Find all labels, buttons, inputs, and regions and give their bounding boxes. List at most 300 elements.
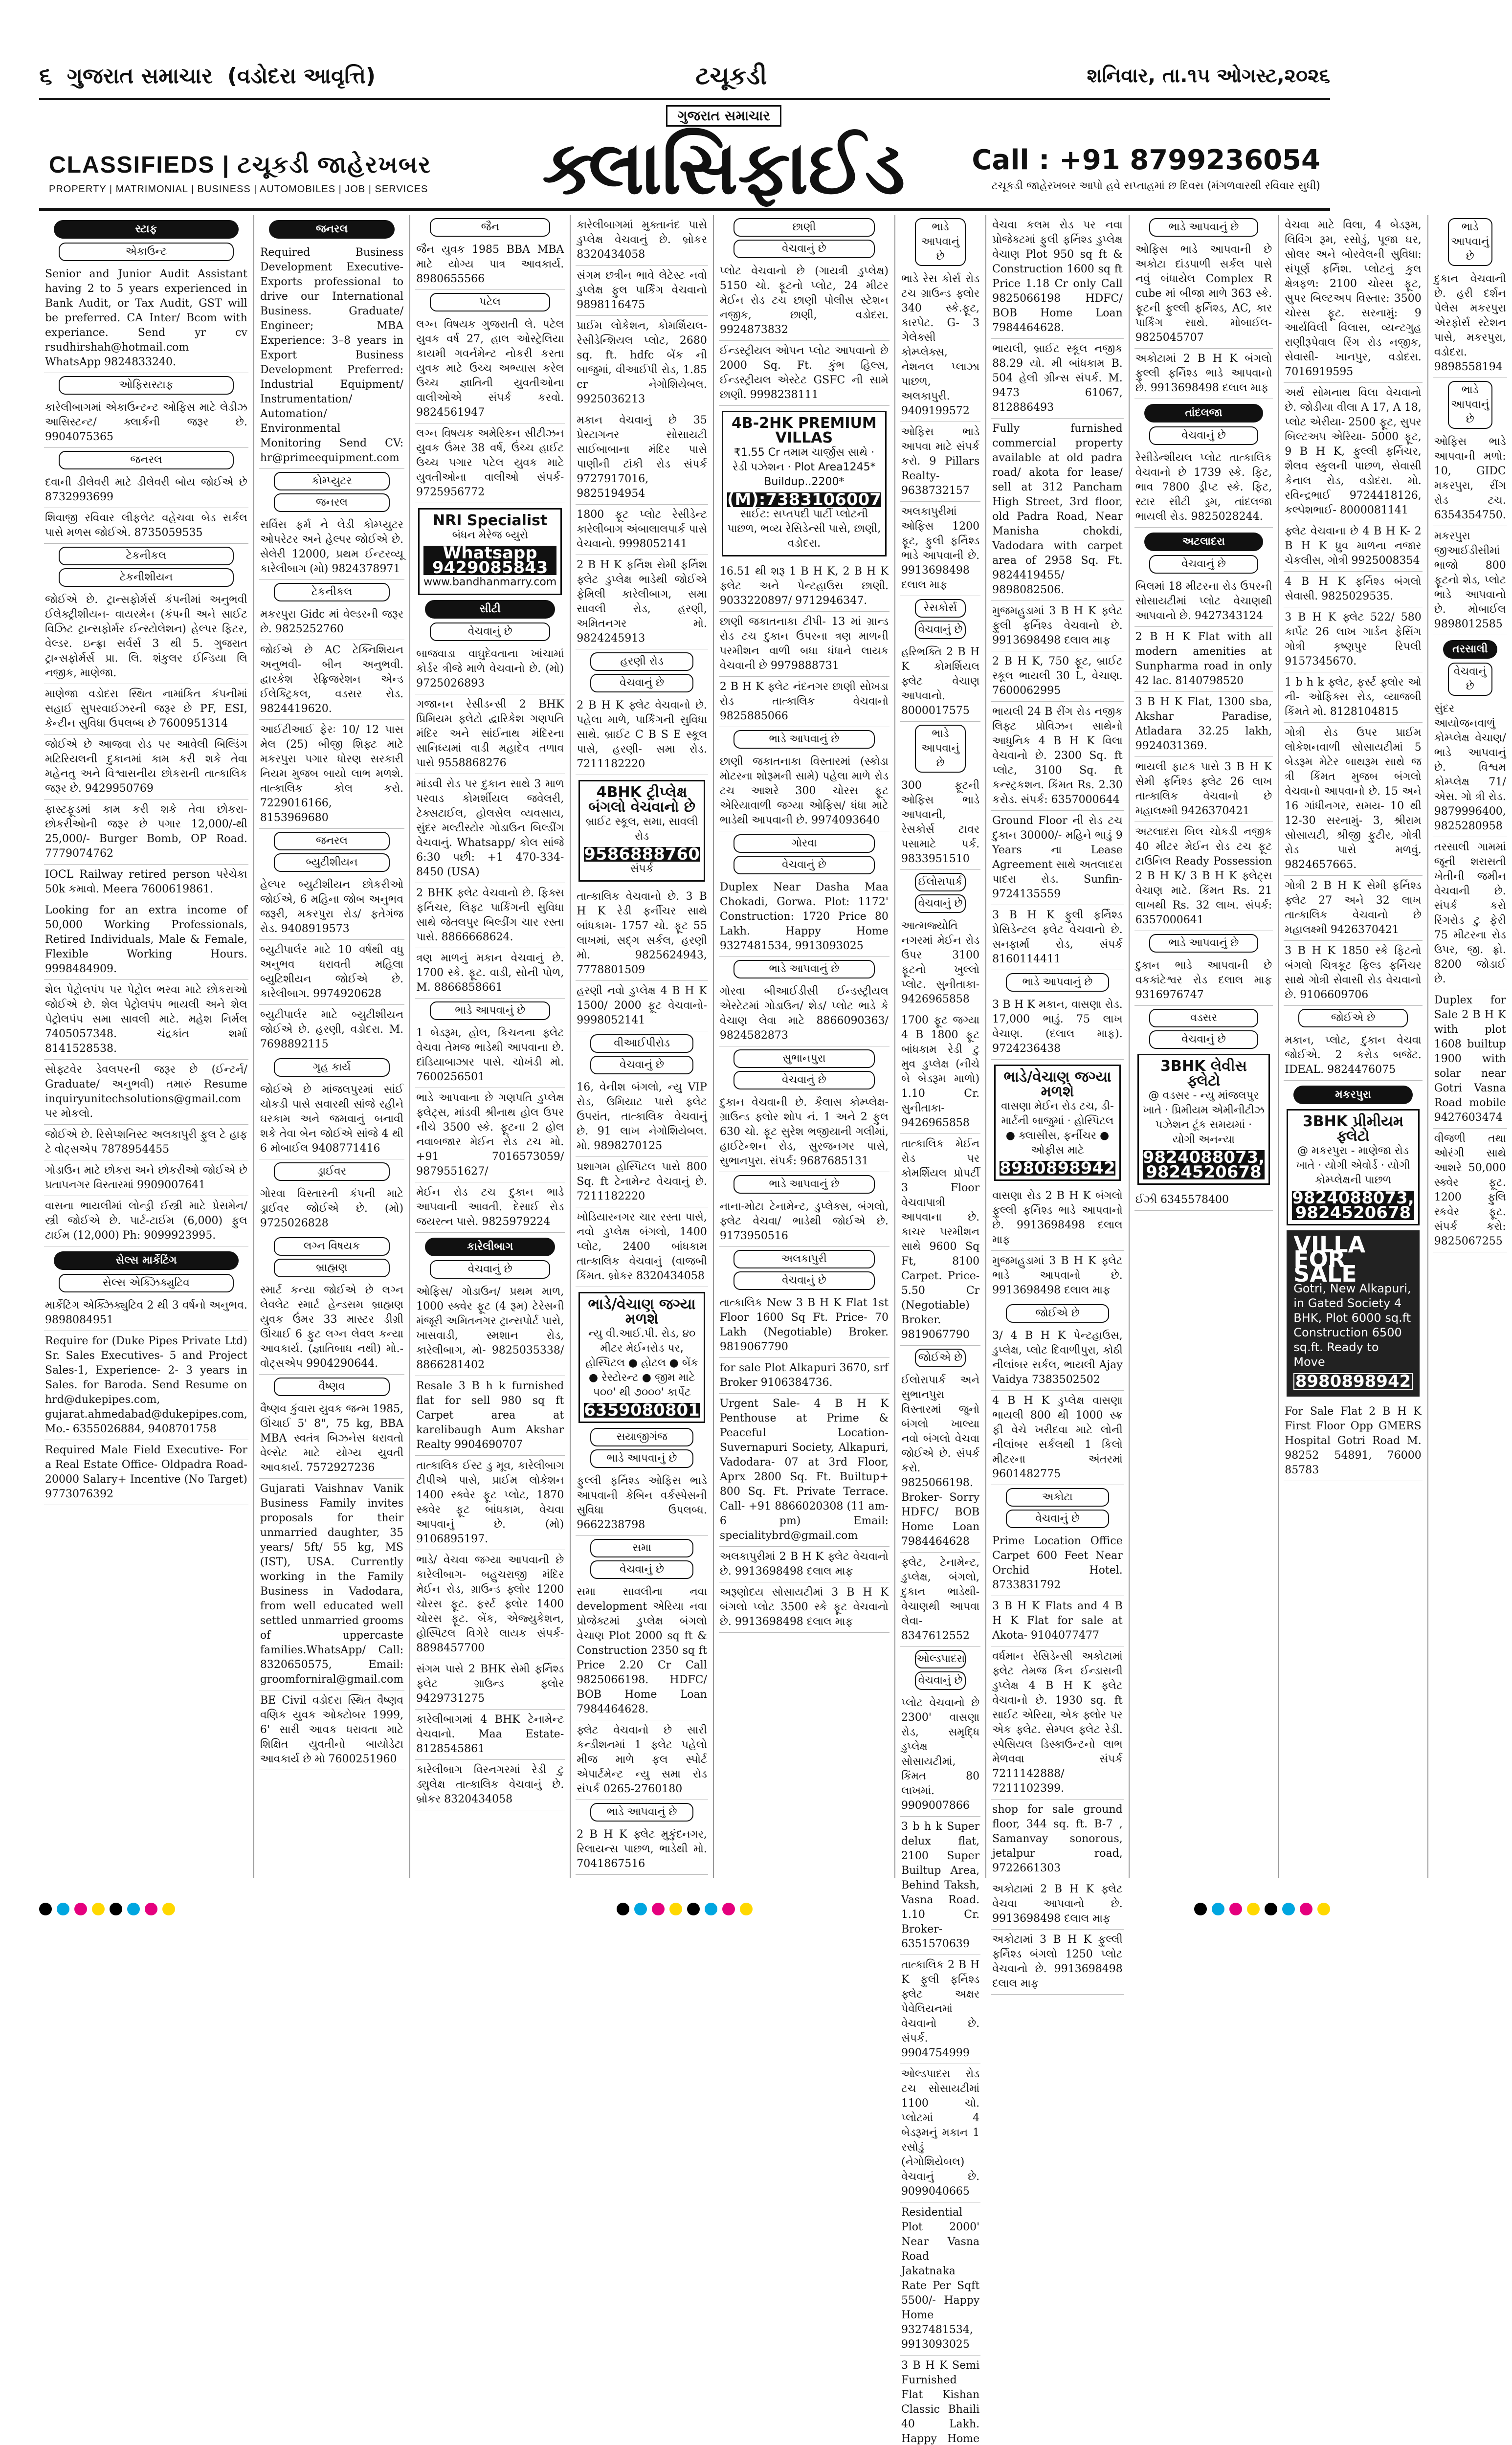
subsection-label: ઓલ્ડપાદરા — [915, 1650, 966, 1668]
classified-ad: અર્થ સોમનાથ વિલા વેચવાનો છે. જોડીયા વીલા A 17, A 18, પ્લોટ એરીયા- 2500 ફૂટ, સુપર બિલ્ટઅપ એરિયા- 5000 ફૂટ, 9 B H K, ફુલ્લી ફર્નિચર, શૈલવ સ્કુલની પાછળ, સેવાસી કેનાલ રોડ, વડોદરા. મો. રવિન્દ્રભાઈ 9724418126, કલ્પેશભાઈ- 8000081141 — [1284, 383, 1423, 521]
classified-ad: હરણી નવો ડુપ્લેક્ષ 4 B H K 1500/ 2000 ફૂટ વેચવાનો- 9998052141 — [576, 981, 708, 1031]
display-ad-details: બ્રાઈટ સ્કૂલ, સમા, સાવલી રોડ — [585, 816, 698, 843]
classified-ad: ઓફિસ ભાડે આપવા માટે સંપર્ક કરો. 9 Pillars Realty- 9638732157 — [900, 422, 980, 502]
classified-ad: ફુલ્લી ફર્નિશ્ડ ઓફિસ ભાડે આપવાની કેબિન વર્કસ્પેસની સુવિધા ઉપલબ્ધ. 9662238798 — [576, 1471, 708, 1536]
registration-dot — [634, 1903, 647, 1915]
classified-ad: ભાયલી, બ્રાઈટ સ્કૂલ નજીક 88.29 યો. મી બાંધકામ B. 504 હેલી ગ્રીન્સ સંપર્ક. M. 9473 61067, 812886493 — [991, 339, 1124, 419]
classified-ad: સ્માર્ટ કન્યા જોઈએ છે લગ્ન લેવલેટ સ્માર્ટ હેન્ડસમ બ્રાહ્મણ યુવક ઉંમર 33 માસ્ટર ડીગ્રી ઊંચાઈ 6 ફુટ લગ્ન લેવલ કન્યા આવકાર્ય. (જ્ઞાતિબાધ નથી) મો.- વોટ્સએપ 9904290644. — [259, 1280, 404, 1375]
classified-ad: મેઈન રોડ ટચ દુકાન ભાડે આપવાની આવતી. દેસાઈ રોડ જયરત્ન પાસે. 9825979224 — [415, 1182, 565, 1233]
registration-dot — [705, 1903, 717, 1915]
classified-ad: ગોત્રી રોડ ઉપર પ્રાઈમ લોકેશનવાળી સોસાયટીમાં 5 બેડરૂમ મેટેર બાથરૂમ સાથે જ ત્રી કિંમત મુજબ બંગલો વેચવાનો આપવાનો છે. 15 અને 16 ગાંધીનગર, સમય- 10 થી 12-30 સરનામું- 3, શ્રીરામ સોસાયટી, શ્રીજી ફુટીર, ગોત્રી રોડ પાસે મળવું. 9824657665. — [1284, 723, 1423, 876]
classified-ad: હરિભક્તિ 2 B H K કોમર્શિયલ ફ્લેટ વેચાણ આપવાનો. 8000017575 — [900, 642, 980, 722]
classified-ad: ઓફિસ/ ગોડાઉન/ પ્રથમ માળ, 1000 સ્ક્વેર ફૂટ (4 રૂમ) ટેરેસની મંજૂરી અમિતનગર ટ્રાન્સપોર્ટ પાસે, ખાસવાડી, સ્મશાન રોડ, કારેલીબાગ, મો- 9825035338/ 8866281402 — [415, 1282, 565, 1376]
subsection-label: હરણી રોડ — [590, 652, 693, 671]
subsection-label: ભાડે આપવાનું છે — [915, 218, 966, 266]
display-ad-phone: 6359080801 — [584, 1400, 700, 1420]
villa-ad-details: Gotri, New Alkapuri, in Gated Society 4 BHK, Plot 6000 sq.ft Construction 6500 sq.ft. Ready to Move — [1293, 1282, 1411, 1369]
classified-ad: 3 B H K ફુલી ફર્નિશ્ડ પ્રેસિડેન્ટલ ફ્લેટ વેચવાનો છે. સનફાર્મા રોડ, સંપર્ક 8160114411 — [991, 905, 1124, 970]
classified-ad: ભાડે આપવાના છે ગણપતિ ડુપ્લેક્ષ ફ્લેટ્સ, માંડવી શ્રીનાથ હોલ ઉપર નીચે 3500 સ્કે. ફૂટના 2 હોલ નવાબજાર મેઈન રોડ ટચ મો. +91 7016573059/ 9879551627/ — [415, 1088, 565, 1182]
classified-ad: વાસણા રોડ 2 B H K બંગલો ફુલ્લી ફર્નિશ્ડ ભાડે આપવાનો છે. 9913698498 દલાલ માફ — [991, 1186, 1124, 1251]
classified-ad: તાત્કાલિક 2 B H K ફુલી ફર્નિશ્ડ ફ્લેટ અક્ષર પેવેલિયનમાં વેચવાનો છે. સંપર્ક. 9904754999 — [900, 1955, 980, 2064]
classified-ad: ગોરવા બીઆઈડીસી ઈન્ડસ્ટ્રીયલ એસ્ટેટમાં ગોડાઉન/ શેડ/ પ્લોટ ભાડે કે વેચાણ લેવા માટે 8866090363/ 9824582873 — [719, 981, 889, 1046]
subsection-label: વેચવાનું છે — [734, 240, 875, 258]
classified-ad: મકરપુરા જીઆઈડીસીમાં ભાજો 800 ફૂટનો શેડ, પ્લોટ ભાડે આપવાનો છે. મોબાઈલ 9898012585 — [1433, 526, 1507, 635]
subsection-label: વેચવાનું છે — [590, 1056, 693, 1074]
registration-dot — [1229, 1903, 1242, 1915]
subsection-label: વૈષ્ણવ — [274, 1378, 390, 1396]
classified-ad: તાત્કાલિક New 3 B H K Flat 1st Floor 1600 Sq Ft. Price- 70 Lakh (Negotiable) Broker. 9819067790 — [719, 1293, 889, 1358]
classified-ad: વર્ધમાન રેસિડેન્સી અકોટામાં ફ્લેટ તેમજ કિન ઈન્ડાસની ડુપ્લેક્ષ 4 B H K ફ્લેટ વેચવાનો છે. 1930 sq. ft સાઈટ એરિયા, એક ફ્લોર પર એક ફ્લેટ. સેમ્પલ ફ્લેટ રેડી. સ્પેસિયલ ડિસ્કાઉન્ટનો લાભ મેળવવા સંપર્ક 7211142888/ 7211102399. — [991, 1646, 1124, 1800]
ad-column — [571, 215, 714, 1878]
section-heading: અટલાદરા — [1144, 533, 1264, 551]
classified-ad: IOCL Railway retired person પરેચેકા 50k કમાવો. Meera 7600619861. — [44, 865, 248, 900]
display-ad-title: ભાડે/વેચાણ જગ્યા મળશે — [588, 1296, 696, 1328]
subsection-label: ભાડે આપવાનું છે — [430, 1001, 550, 1020]
subsection-label: વેચવાનું છે — [915, 1671, 966, 1690]
classified-ad: અકોટામાં 2 B H K બંગલો ફુલ્લી ફર્નિશ્ડ ભાડે આપવાનો છે. 9913698498 દલાલ માફ — [1134, 349, 1273, 399]
subsection-label: પટેલ — [430, 293, 550, 311]
display-ad-box — [994, 1065, 1121, 1181]
classified-ad: ત્રણ માળનું મકાન વેચવાનું છે. 1700 સ્કે. ફૂટ. વાડી, સોની પોળ, M. 8866858661 — [415, 948, 565, 999]
display-ad-box — [578, 1292, 705, 1423]
subsection-label: સયાજીગંજ — [590, 1428, 693, 1446]
subsection-label: લગ્ન વિષયક — [274, 1237, 390, 1256]
classified-ad: 3 B H K ફ્લેટ 522/ 580 કાર્પેટ 26 લાખ ગાર્ડન ફેસિંગ ગોત્રી કૃષ્ણપુર રિપલી 9157345670. — [1284, 607, 1423, 672]
classified-ad: અરૂણોદય સોસાયટીમાં 3 B H K બંગલો પ્લોટ 3500 સ્કે ફૂટ વેચવાનો છે. 9913698498 દલાલ માફ — [719, 1582, 889, 1633]
classified-ad: અલકાપુરીમાં 2 B H K ફ્લેટ વેચવાનો છે. 9913698498 દલાલ માફ — [719, 1547, 889, 1582]
display-ad-details: @ મકરપુરા - માણેજા રોડ ખાતે · યોગી એવોર્ડ · યોગી કોમ્પ્લેક્ષની પાછળ — [1296, 1145, 1410, 1186]
subsection-label: ટેકનીકલ — [59, 547, 234, 565]
registration-dot — [617, 1903, 629, 1915]
subsection-label: ગૃહ કાર્ય — [274, 1058, 390, 1077]
classified-ad: 2 B H K, 750 ફૂટ, બ્રાઈટ સ્કૂલ ભાયલી 30 L, વેચાણ. 7600062995 — [991, 651, 1124, 702]
registration-dot — [110, 1903, 122, 1915]
classified-ad: Prime Location Office Carpet 600 Feet Near Orchid Hotel. 8733831792 — [991, 1531, 1124, 1596]
classified-ad: ખોડિયારનગર ચાર રસ્તા પાસે, નવો ડુપ્લેક્ષ બંગલો, 1400 પ્લોટ, 2400 બાંધકામ તાત્કાલિક વેચવાનું (વાજબી કિંમત. બ્રોકર 8320434058 — [576, 1207, 708, 1287]
registration-dot — [652, 1903, 665, 1915]
classified-ad: ઓફિસ ભાડે આપવાની મળો: 10, GIDC મકરપુરા, રીંગ રોડ ટચ. 6354354750. — [1433, 432, 1507, 526]
display-ad-details: @ વડસર - ન્યુ માંજલપુર ખાતે · પ્રિમીયમ એમીનીટીઝ પઝેશન ટૂંક સમયમાં · યોગી અનન્યા — [1143, 1089, 1265, 1146]
registration-dot — [162, 1903, 175, 1915]
registration-dot — [1247, 1903, 1260, 1915]
classified-ad: અકોટામાં 2 B H K ફ્લેટ વેચવા આપવાનો છે. 9913698498 દલાલ માફ — [991, 1879, 1124, 1930]
classified-ad: પ્રાઈમ લોકેશન, કોમર્શિયલ- રેસીડેન્શિયલ પ્લોટ, 2680 sq. ft. hdfc બેંક ની બાજુમાં, વીઆઈપી રોડ, 1.85 cr નેગોશિયેબલ. 9925036213 — [576, 316, 708, 410]
display-ad-details: વાસણા મેઈન રોડ ટચ, ડી-માર્ટની બાજુમાં · હોસ્પિટલ ● ક્લાસીસ, ફર્નીચર ● ઓફીસ માટે — [1001, 1100, 1114, 1156]
display-ad-box — [578, 780, 705, 882]
subsection-label: વેચવાનું છે — [734, 1271, 875, 1290]
classified-ad: Senior and Junior Audit Assistant having 2 to 5 years experienced in Bank Audit, or Tax Audit, GST will be preferred. CA Inter/ Bcom with experiance. Send yr cv rsudhirshah@hotmail.com WhatsApp 9824833240. — [44, 264, 248, 373]
classifieds-title: ક્લાસિફાઈડ — [542, 126, 906, 211]
registration-dot — [39, 1903, 52, 1915]
section-heading: સીટી — [425, 600, 555, 619]
registration-dots-left — [39, 1903, 175, 1915]
ad-column — [986, 215, 1130, 1990]
classified-ad: 300 ફૂટની ઓફિસ ભાડે આપવાની, રેસકોર્સ ટાવર પસામાટે પર્ક. 9833951510 — [900, 776, 980, 870]
classified-ad: 2 B H K ફ્લેટ મુકુંદનગર, રિલાયન્સ પાછળ, ભાડેથી મો. 7041867516 — [576, 1824, 708, 1875]
classified-ad: મકાન વેચવાનું છે 35 પ્રેસ્ટાગનર સોસાયટી સાઈબાબાના મંદિર પાસે પાણીની ટાંકી રોડ સંપર્ક 9727917016, 9825194954 — [576, 410, 708, 505]
classified-ad: કારેલીબાગ વિરનગરમાં રેડી ટુ ડ્યુલેક્ષ તાત્કાલિક વેચવાનું છે. બ્રોકર 8320434058 — [415, 1760, 565, 1810]
section-heading: જનરલ — [269, 220, 395, 239]
subsection-label: જનરલ — [274, 493, 390, 512]
header-left — [39, 62, 376, 90]
subsection-label: રેસકોર્સ — [915, 599, 966, 618]
classified-ad: છાણી જકાતનાકા વિસ્તારમાં (સ્કોડા મોટરના શોરૂમની સામે) પહેલા માળે રોડ ટચ આશરે 300 ચોરસ ફૂટ એરિયાવાળી જગ્યા ઓફિસ/ ધંધા માટે ભાડેથી આપવાની છે. 9974093640 — [719, 752, 889, 831]
classified-ad: મુજમહુડામાં 3 B H K ફ્લેટ ભાડે આપવાનો છે. 9913698498 દલાલ માફ — [991, 1251, 1124, 1301]
subsection-label: ભાડે આપવાનું છે — [1149, 934, 1259, 953]
classified-ad: પ્રશાગમ હોસ્પિટલ પાસે 800 Sq. ft ટેનામેન્ટ વેચવાનું છે. 7211182220 — [576, 1157, 708, 1207]
classified-ad: ગોરવા વિસ્તારની કંપની માટે ડ્રાઈવર જોઈએ છે. (મો) 9725026828 — [259, 1184, 404, 1234]
subsection-label: જોઈએ છે — [915, 1349, 966, 1367]
classified-ad: સોફ્ટવેર ડેવલપરની જરૂર છે (ઈન્ટર્ન/ Graduate/ અનુભવી) તમારું Resume inquiryunitechsolutions@gmail.com પર મોકલો. — [44, 1060, 248, 1125]
classified-ad: દુકાન વેચવાની છે. હરી દર્શન પેલેસ મકરપુરા એરફોર્સ સ્ટેશન પાસે, મકરપુરા, વડોદરા. 9898558194 — [1433, 269, 1507, 378]
classified-ad: 3 b h k Super delux flat, 2100 Super Builtup Area, Behind Taksh, Vasna Road. 1.10 Cr. Broker- 6351570639 — [900, 1817, 980, 1955]
classified-ad: સુંદર આયોજનવાળું કોમ્પ્લેક્ષ વેચાણ/ ભાડે આપવાનું છે. વિશ્વમ કોમ્પ્લેક્ષ 71/ એસ. ગો ત્રી રોડ. 9879996400, 9825280958 — [1433, 699, 1507, 837]
subsection-label: જનરલ — [274, 832, 390, 850]
classified-ad: 3 B H K 1850 સ્કે ફિટનો બંગલો ચિત્રકૂટ ફિલ્ડ ફર્નિચર સાથે ગોત્રી સેવાસી રોડ વેચવાનો છે. 9106609706 — [1284, 941, 1423, 1006]
subsection-label: વેચવાનું છે — [430, 622, 550, 641]
display-ad-box — [1287, 1109, 1420, 1225]
registration-dot — [127, 1903, 140, 1915]
display-ad-extra: સંપર્ક — [630, 863, 654, 875]
classified-ad: ગજાનન રેસીડન્સી 2 BHK પ્રિમિયમ ફ્લેટો દ્વારિકેશ ગણપતિ મંદિર અને સાંઈનાથ મંદિરના સાનિધ્યમાં વાડી મહાદેવ તળાવ પાસે 9558868276 — [415, 694, 565, 774]
classified-ad: માંડવી રોડ પર દુકાન સાથે 3 માળ પરવાડ કોમર્શીયલ જવેલરી, ટેક્સટાઈલ, હોલસેલ વ્યવસાય, સુંદર મલ્ટીસ્ટોર ગોડાઉન બિલ્ડીંગ વેચવાનું. Whatsapp/ કોલ સાંજે 6:30 પછી: +1 470-334-8450 (USA) — [415, 774, 565, 883]
classified-ad: વાસના ભાયલીમાં લોન્ડ્રી ઈસ્ત્રી માટે પ્રેસમેન/ સ્ત્રી જોઈએ છે. પાર્ટ-ટાઈમ (6,000) ફુલ ટાઈમ (12,000) Ph: 9099923995. — [44, 1196, 248, 1246]
classified-ad: ફ્લેટ, ટેનામેન્ટ, ડુપ્લેક્ષ, બંગલો, દુકાન ભાડેથી- વેચાણથી આપવા લેવા- 8347612552 — [900, 1553, 980, 1647]
classified-ad: દવાની ડીલેવરી માટે ડીલેવરી બોય જોઈએ છે 8732993699 — [44, 472, 248, 508]
color-registration-strip — [39, 1899, 1330, 1919]
section-title: ટચૂકડી — [695, 61, 767, 90]
subsection-label: છાણી — [734, 218, 875, 237]
classified-ad: શેલ પેટ્રોલપંપ પર પેટ્રોલ ભરવા માટે છોકરાઓ જોઈએ છે. શેલ પેટ્રોલપંપ ભાયલી અને શેલ પેટ્રોલપંપ સમા સાવલી માટે. મહેશ નિર્મલ 7405057348. ચંદ્રકાંત શર્મા 8141528538. — [44, 980, 248, 1060]
display-ad-details: ન્યુ વી.આઈ.પી. રોડ, ૪૦ મીટર મેઈનરોડ પર, હોસ્પિટલ ● હોટલ ● બેંક ● રેસ્ટોરન્ટ ● જીમ માટે ૫૦૦' થી ૭૦૦૦' કાર્પેટ — [585, 1328, 698, 1399]
classified-ad: Ground Floor ની રોડ ટચ દુકાન 30000/- મહિને ભાડું 9 Years ના Lease Agreement સાથે અતલાદરા પાદરા રોડ. Sunfin- 9724135559 — [991, 811, 1124, 905]
page-header — [39, 54, 1330, 100]
classified-ad: કારેલીબાગમાં મુક્તાનંદ પાસે ડુપ્લેક્ષ વેચવાનું છે. બ્રોકર 8320434058 — [576, 215, 708, 266]
subsection-label: વેચવાનું છે — [915, 894, 966, 913]
classified-ad: 4 B H K ડુપ્લેક્ષ વાસણા ભાયલી 800 થી 1000 સ્ક્ર ફી વેચે ખરીદવા માટે લોની નીલાંબર સર્કલથી 1 કિલો મીટરના અંતરમાં 9601482775 — [991, 1391, 1124, 1485]
classified-ad: વીજળી તથા ઓરંગી સાથે આશરે 50,000 સ્ક્વેર ફૂટ. 1200 ફુલિ સ્કવેર ફૂટ. સંપર્ક કરો: 9825067255 — [1433, 1129, 1507, 1252]
registration-dot — [740, 1903, 753, 1915]
registration-dot — [1265, 1903, 1277, 1915]
registration-dot — [1282, 1903, 1295, 1915]
classified-ad: અકોટામાં 3 B H K ફુલ્લી ફર્નિશ્ડ બંગલો 1250 પ્લોટ વેચવાનો છે. 9913698498 દલાલ માફ — [991, 1930, 1124, 1995]
display-ad-title: 4B-2HK PREMIUM VILLAS — [732, 415, 877, 446]
subsection-label: ગોરવા — [734, 834, 875, 853]
classified-ad: દુકાન ભાડે આપવાની છે વકકાંટેશ્વર રોડ દલાલ માફ 9316976747 — [1134, 956, 1273, 1006]
section-heading: કારેલીબાગ — [425, 1238, 555, 1256]
classified-ad: ભાડે રેસ કોર્સ રોડ ટચ ગ્રાઉન્ડ ફ્લોર 340 સ્કે.ફૂટ, કારપેટ. G- 3 ગેલેક્સી કોમ્પ્લેક્સ, નેશનલ પ્લાઝા પાછળ, અલકાપુરી. 9409199572 — [900, 269, 980, 422]
subsection-label: ભાડે આપવાનું છે — [734, 1175, 875, 1194]
section-heading: સેલ્સ માર્કેટિંગ — [54, 1251, 239, 1270]
classified-ad: જોઈએ છે AC ટેક્નિશિયન અનુભવી- બીન અનુભવી. દ્વારકેશ રેફ્રિજરેશન એન્ડ ઈલેક્ટ્રિકલ, વડસર રોડ. 9824419620. — [259, 640, 404, 720]
classified-ad: તાત્કાલિક વેચવાનો છે. 3 B H K રેડી ફર્નીચર સાથે બાંધકામ- 1757 ચો. ફૂટ 55 લાખમાં, સદ્ગ સર્કલ, હરણી મો. 9825624943, 7778801509 — [576, 887, 708, 981]
display-ad-extra: સાઈટ: સપ્તપદી પાર્ટી પ્લોટની પાછળ, ભવ્ય રેસિડેન્સી પાસે, છાણી, વડોદરા. — [727, 508, 881, 550]
subsection-label: બ્રાહ્મણ — [274, 1259, 390, 1277]
section-heading: તાંદલજા — [1144, 404, 1264, 422]
classified-ad: વેચવા માટે વિલા, 4 બેડરૂમ, લિવિંગ રૂમ, રસોડું, પૂજા ઘર, સોલર અને બોરવેલની સુવિધા: સંપૂર્ણ ફર્નિશ. પ્લોટનું કુલ ક્ષેત્રફળ: 2100 ચોરસ ફૂટ, સુપર બિલ્ટઅપ વિસ્તાર: 3500 ચોરસ ફૂટ. સરનામું: 9 આર્યવિલી વિલાસ, વ્યન્ટગુહ રાણીરૂપેવાલ રિંગ રોડ નજીક, સેવાસી- ખાનપુર, વડોદરા. 7016919595 — [1284, 215, 1423, 383]
registration-dots-center — [617, 1903, 753, 1915]
edition-label: (વડોદરા આવૃત્તિ) — [227, 63, 376, 89]
classified-ad: તરસાલી ગામમાં જૂની શરાસતી ખેતીની જમીન વેચવાની છે. સંપર્ક કરો રિંગરોડ ટુ ફેરી 75 મીટરના રોડ ઉપર, જી. ફ્રો. 8200 જોડાઈ છે. — [1433, 837, 1507, 990]
display-ad-title: 4BHK ટ્રીપ્લેક્ષ બંગલો વેચવાનો છે — [588, 784, 695, 816]
classified-ad: તાત્કાલિક મેઈન રોડ પર કોમર્શિયલ પ્રોપર્ટી 3 Floor વેચવાપાત્રી આપવાના છે. કાચર પરમીશન સાથે 9600 Sq Ft, 8100 Carpet. Price- 5.50 Cr (Negotiable) Broker. 9819067790 — [900, 1134, 980, 1346]
classified-ad: જોઈએ છે. ટ્રાન્સફોર્મર્સ કંપનીમાં અનુભવી ઈલેક્ટ્રીશીયન- વાયરમેન (કંપની અને સાઈટ વિઝિટ ટ્રાન્સફોર્મર ઈન્સ્ટોલેશન) હેલ્પર ફિટર, વેલ્ડર. ઇન્ફ્રા સર્વર્સ 3 થી 5. ગુજરાત ટ્રાન્સફોર્મર્સ પ્રા. લિ. શંકુલર ઈન્ડિયા લિ નજીક, માણેજા. — [44, 590, 248, 684]
classified-ad: ગોડાઉન માટે છોકરા અને છોકરીઓ જોઈએ છે પ્રતાપનગર વિસ્તારમાં 9909007641 — [44, 1160, 248, 1196]
classified-ad: આઈટીઆઈ ફેરઃ 10/ 12 પાસ મેલ (25) બીજી શિફ્ટ માટે મકરપુરા પગાર ધોરણ સરકારી નિયમ મુજબ બાયો લાભ મળશે. તાત્કાલિક કોલ કરો. 7229016166, 8153969680 — [259, 720, 404, 829]
display-ad-phone: Whatsapp 9429085843 — [423, 546, 556, 575]
classified-ad: છાણી જકાતનાકા ટીપી- 13 માં ગ્રાન્ડ રોડ ટચ દુકાન ઉપરના ત્રણ માળની પરમીશન વાળી બધા ધંધાને લાયક વેચવાની છે 9979888731 — [719, 612, 889, 677]
classified-ad: બ્યુટીપાર્લર માટે બ્યુટીશીયન જોઈએ છે. હરણી, વડોદરા. M. 7698892115 — [259, 1005, 404, 1055]
classified-ad: તાત્કાલિક ઈસ્ટ ડુ મૂવ, કારેલીબાગ ટીપીએ પાસે, પ્રાઈમ લોકેશન 1400 સ્ક્વેર ફૂટ પ્લોટ, 1870 સ્ક્વેર ફૂટ બાંધકામ, વેચવા આપવાનું છે. (મો) 9106895197. — [415, 1456, 565, 1550]
page-number: ૬ — [39, 62, 52, 89]
subsection-label: અકોટા — [1006, 1488, 1109, 1507]
subsection-label: સેલ્સ એક્ઝિક્યુટિવ — [59, 1274, 234, 1292]
newspaper-name: ગુજરાત સમાચાર — [67, 63, 213, 89]
classified-ad: શિવાજી રવિવાર લીફલેટ વહેચવા બેડ સર્કલ પાસે મળસ જોઈએ. 8735059535 — [44, 508, 248, 544]
subsection-label: ભાડે આપવાનું છે — [1006, 973, 1109, 992]
subsection-label: બ્યુટીશીયન — [274, 853, 390, 872]
classified-ad: અટલાદરા બિલ ચોકડી નજીક 40 મીટર મેઈન રોડ ટચ ફૂટ ટાઉનિલ Ready Possession 2 B H K/ 3 B H K ફ્લેટ્સ વેચાણ માટે. કિંમત Rs. 21 લાખથી Rs. 32 લાખ. સંપર્ક: 6357000641 — [1134, 822, 1273, 931]
classified-ad: પ્લોટ વેચવાનો છે (ગાયત્રી ડુપ્લેક્ષ) 5150 ચો. ફૂટનો પ્લોટ, 24 મીટર મેઈન રોડ ટચ છાણી પોલીસ સ્ટેશન નજીક, છાણી, વડોદરા. 9924873832 — [719, 261, 889, 341]
villa-sale-ad — [1287, 1230, 1420, 1397]
registration-dot — [145, 1903, 157, 1915]
display-ad-box — [418, 508, 562, 595]
classified-ad: Require for (Duke Pipes Private Ltd) Sr. Sales Executives- 5 and Project Sales-1, Experience- 2- 3 years in Sales. for Baroda. Send Resume on hrd@dukepipes.com, gujarat.ahmedabad@dukepipes.com, Mo.- 6355026884, 9408701758 — [44, 1331, 248, 1440]
subsection-label: વેચવાનું છે — [1149, 426, 1259, 445]
classified-ad: બ્યુટીપાર્લર માટે 10 વર્ષથી વધુ અનુભવ ધરાવતી મહિલા બ્યુટિશીયન જોઈએ છે. કારેલીબાગ. 9974920628 — [259, 940, 404, 1005]
subsection-label: જોઈએ છે — [1006, 1304, 1109, 1323]
display-ad-title: 3BHK લેવીસ ફ્લેટો — [1160, 1058, 1247, 1089]
classified-ad: Residential Plot 2000' Near Vasna Road Jakatnaka Rate Per Sqft 5500/- Happy Home 9327481534, 9913093025 — [900, 2202, 980, 2356]
classified-ad: 3 B H K Semi Furnished Flat Kishan Classic Bhaili 40 Lakh. Happy Home — [900, 2356, 980, 2445]
display-ad-phone: 8980898942 — [1000, 1158, 1115, 1178]
classified-ad: સર્વિસ ફર્મ ને લેડી કોમ્પ્યુટર ઓપરેટર અને હેલ્પર જોઈએ છે. સેલેરી 12000, પ્રથમ ઈન્ટરવ્યૂ કારેલીબાગ (મો) 9824378971 — [259, 515, 404, 580]
call-number: Call : +91 8799236054 — [972, 144, 1320, 176]
subsection-label: સમા — [590, 1539, 693, 1557]
subsection-label: જનરલ — [59, 451, 234, 469]
subsection-label: ભાડે આપવાનું છે — [1149, 218, 1259, 237]
subsection-label: ભાડે આપવાનું છે — [590, 1803, 693, 1822]
masthead-left — [49, 152, 431, 195]
classified-ad: મુજમહુડામાં 3 B H K ફ્લેટ ફુલી ફર્નિશ્ડ વેચવાનો છે. 9913698498 દલાલ માફ — [991, 601, 1124, 651]
classified-ad: 1 બેડરૂમ, હોલ, કિચનના ફ્લેટ વેચવા તેમજ ભાડેથી આપવાના છે. દાંડિયાબાઝાર પાસે. ચોખંડી મો. 7600256501 — [415, 1023, 565, 1088]
masthead-center — [494, 105, 954, 210]
display-ad-details: ₹1.55 Cr તમામ ચાર્જીસ સાથે · રેડી પઝેશન · Plot Area1245* Buildup..2200* — [733, 446, 876, 488]
classified-ad: જોઈએ છે આજવા રોડ પર આવેલી બિલ્ડિંગ મટિરિયલની દુકાનમાં કામ કરી શકે તેવા મહેનતુ અને વિશ્વાસનીય છોકરાની તાત્કાલિક જરૂર છે. 9429950769 — [44, 734, 248, 800]
display-ad-title: NRI Specialist — [433, 512, 548, 529]
classified-ad: ઈઝી 6345578400 — [1134, 1190, 1273, 1211]
display-ad-phone: 9824088073, 9824520678 — [1292, 1188, 1414, 1222]
ad-column — [1428, 215, 1512, 1878]
registration-dot — [1212, 1903, 1224, 1915]
registration-dot — [57, 1903, 69, 1915]
classified-ad: Duplex Near Dasha Maa Chokadi, Gorwa. Plot: 1172' Construction: 1720 Price 80 Lakh. Happy Home 9327481534, 9913093025 — [719, 877, 889, 957]
subsection-label: વેચવાનું છે — [1006, 1510, 1109, 1528]
subsection-label: વેચવાનું છે — [1149, 1030, 1259, 1049]
classifieds-label: CLASSIFIEDS | ટચૂકડી જાહેરખબર — [49, 152, 432, 178]
registration-dot — [722, 1903, 735, 1915]
subsection-label: ભાડે આપવાનું છે — [734, 960, 875, 978]
classified-ad: જોઈએ છે માંજલપુરમાં સાંઈ ચોકડી પાસે સવારથી સાંજે રહીને ઘરકામ અને જમવાનું બનાવી શકે તેવા બેન જોઈએ સાંજે 4 થી 6 મોબાઈલ 9408771416 — [259, 1080, 404, 1159]
masthead-right — [972, 144, 1320, 192]
classified-ad: shop for sale ground floor, 344 sq. ft. B-7 , Samanvay sonorous, jetalpur road, 9722661303 — [991, 1800, 1124, 1879]
registration-dots-right — [1194, 1903, 1330, 1915]
classified-ad: વૈષ્ણવ કુંવારા યુવક જન્મ 1985, ઊંચાઈ 5' 8", 75 kg, BBA MBA સ્વતંત્ર બિઝનેસ ધરાવતો વેલ્સેટ માટે યોગ્ય યુવતી આવકાર્ય. 7572927236 — [259, 1399, 404, 1479]
subsection-label: ઈલોરાપાર્ક — [915, 873, 966, 891]
section-heading: મકરપુરા — [1293, 1086, 1413, 1104]
ad-column — [410, 215, 571, 1878]
classified-ad: કારેલીબાગમાં 4 BHK ટેનામેન્ટ વેચવાનો. Maa Estate- 8128545861 — [415, 1710, 565, 1760]
subsection-label: વેચવાનું છે — [1149, 555, 1259, 574]
subsection-label: વેચવાનું છે — [430, 1260, 550, 1279]
classified-ad: જોઈએ છે. રિસેપ્શનિસ્ટ અલકાપુરી ફુલ ટે હાફ ટે વોટ્સએપ 7878954455 — [44, 1125, 248, 1160]
classified-ad: માણેજા વડોદરા સ્થિત નામાંકિત કંપનીમાં સહાઈ સુપરવાઈઝરની જરૂર છે PF, ESI, કેન્ટીન સુવિધા ઉપલબ્ધ છે 7600951314 — [44, 684, 248, 734]
display-ad-title: ભાડે/વેચાણ જગ્યા મળશે — [1003, 1068, 1112, 1100]
classified-ad: ભાડે/ વેચવા જગ્યા આપવાની છે કારેલીબાગ- બહુચરાજી મંદિર મેઈન રોડ, ગ્રાઉન્ડ ફ્લોર 1200 ચોરસ ફૂટ. ફર્સ્ટ ફ્લોર 1400 ચોરસ ફૂટ. બેંક, એજ્યુકેશન, હોસ્પિટલ વિગેરે લાયક સંપર્ક- 8898457700 — [415, 1550, 565, 1659]
subsection-label: જોઈએ છે — [1298, 1009, 1408, 1027]
classified-ad: કારેલીબાગમાં એકાઉન્ટન્ટ ઓફિસ માટે લેડીઝ આસિસ્ટન્ટ/ ક્લાર્કની જરૂર છે. 9904075365 — [44, 398, 248, 448]
registration-dot — [1317, 1903, 1330, 1915]
ad-column — [1130, 215, 1279, 1878]
classified-ad: ગોત્રી 2 B H K સેમી ફર્નિશ્ડ ફ્લેટ 27 અને 32 લાખ તાત્કાલિક વેચવાનો છે મહાલક્ષ્મી 9426370421 — [1284, 876, 1423, 941]
registration-dot — [1300, 1903, 1312, 1915]
subsection-label: જૈન — [430, 218, 550, 237]
classified-ad: 3 B H K Flats and 4 B H K Flat for sale at Akota- 9104077477 — [991, 1596, 1124, 1646]
classified-ad: 16.51 થી શરૂ 1 B H K, 2 B H K ફ્લેટ અને પેન્ટહાઉસ છાણી. 9033220897/ 9712946347. — [719, 561, 889, 612]
classified-ad: 3 B H K મકાન, વાસણા રોડ. 17,000 ભાડું. 75 લાખ વેચાણ. (દલાલ માફ). 9724236438 — [991, 995, 1124, 1060]
display-ad-phone: 9824088073, 9824520678 — [1142, 1148, 1265, 1182]
classified-ad: 2 B H K ફ્લેટ નંદનગર છાણી સોખડા રોડ તાત્કાલિક વેચવાનો 9825885066 — [719, 677, 889, 727]
classified-ad: Fully furnished commercial property available at old padra road/ akota for lease/ sell at 312 Pancham High Street, 3rd floor, old Padra Road, Near Manisha chokdi, Vadodara with carpet area of 2958 Sq. Ft. 9824419455/ 9898082506. — [991, 419, 1124, 601]
section-heading: સ્ટાફ — [54, 220, 239, 239]
subsection-label: ટેકનીશીયન — [59, 568, 234, 587]
classified-ad: 1800 ફૂટ પ્લોટ રેસીડેન્ટ કારેલીબાગ અંબાલાલપાર્ક પાસે વેચવાનો. 9998052141 — [576, 505, 708, 555]
subsection-label: વેચવાનું છે — [1448, 663, 1492, 696]
display-ad-box — [1137, 1054, 1270, 1185]
display-ad-details: બંધન મેરેજ બ્યુરો — [452, 529, 528, 541]
subsection-label: અલકાપુરી — [734, 1250, 875, 1268]
classified-ad: ઈલોરાપાર્ક અને સુભાનપુરા વિસ્તારમાં જુનો બંગલો ખાલ્યા નવો બંગલો વેચવા જોઈએ છે. સંપર્ક કરો. 9825066198. Broker- Sorry HDFC/ BOB Home Loan 7984464628 — [900, 1370, 980, 1553]
subsection-label: વેચવાનું છે — [734, 1071, 875, 1089]
villa-ad-title: VILLA FOR SALE — [1293, 1231, 1366, 1287]
subsection-label: ભાડે આપવાનું છે — [1448, 381, 1492, 429]
subsection-label: ભાડે આપવાનું છે — [1448, 218, 1492, 266]
classified-ad: પ્લોટ વેચવાનો છે 2300' વાસણા રોડ, સમૃદ્ધિ ડુપ્લેક્ષ સોસાયટીમાં, કિંમત 80 લાખમાં. 9909007866 — [900, 1693, 980, 1817]
category-list: PROPERTY | MATRIMONIAL | BUSINESS | AUTOMOBILES | JOB | SERVICES — [49, 184, 428, 195]
classified-ad: for sale Plot Alkapuri 3670, srf Broker 9106384736. — [719, 1358, 889, 1394]
booking-note: ટચૂકડી જાહેરખબર આપો હવે સપ્તાહમાં છ દિવસ (મંગળવારથી રવિવાર સુધી) — [991, 180, 1320, 192]
subsection-label: વેચવાનું છે — [734, 856, 875, 874]
section-heading: તરસાલી — [1443, 640, 1497, 659]
classified-ad: માર્કેટિંગ એક્ઝિક્યુટિવ 2 થી 3 વર્ષનો અનુભવ. 9898084951 — [44, 1295, 248, 1331]
classified-ad: રેસીડેન્શીયલ પ્લોટ તાત્કાલિક વેચવાનો છે 1739 સ્કે. ફિટ, ભાવ 7800 ડ્રીપ્ટ સ્કે. ફિટ, સ્ટાર સીટી ડ્રમ, તાંદલજા ભાયલી રોડ. 9825028244. — [1134, 448, 1273, 528]
classified-ad: ઓલ્ડપાદરા રોડ ટચ સોસાયટીમાં 1100 ચો. પ્લોટમાં 4 બેડરૂમનું મકાન 1 રસોડું (નેગોશિયેબલ) વેચવાનું છે. 9099040665 — [900, 2064, 980, 2202]
classified-ad: 1 b h k ફ્લેટ, ફર્સ્ટ ફ્લોર ઓ ની- ઓફિક્સ રોડ, વ્યાજબી કિંમતે મો. 8128104815 — [1284, 672, 1423, 723]
classified-ad: Gujarati Vaishnav Vanik Business Family invites proposals for their unmarried daughter, 35 years/ 5ft/ 55 kg, MS (IST), USA. Currently working in the Family Business in Vadodara, from well educated well settled unmarried grooms of uppercaste families.WhatsApp/ Call: 8320650575, Email: groomforniral@gmail.com — [259, 1479, 404, 1690]
classified-ad: 4 B H K ફર્નિશ્ડ બંગલો સેવાસી. 9825029535. — [1284, 572, 1423, 607]
classified-ad: નાના-મોટા ટેનામેન્ટ, ડુપ્લેક્સ, બંગલો, ફ્લેટ વેચવા/ ભાડેથી જોઈએ છે. 9173950516 — [719, 1197, 889, 1247]
subsection-label: વેચવાનું છે — [590, 674, 693, 692]
ad-column — [1279, 215, 1428, 1878]
classified-ad: 3 B H K Flat, 1300 sba, Akshar Paradise, Atladara 32.25 lakh, 9924031369. — [1134, 692, 1273, 757]
subsection-label: ભાડે આપવાનું છે — [590, 1449, 693, 1468]
classified-ad: ફ્લેટ વેચવાના છે 4 B H K- 2 B H K ધ્રુવ માળના નજાર ચેકલીસ, ગોત્રી 9925008354 — [1284, 521, 1423, 572]
ad-columns — [39, 215, 1506, 2445]
classified-ad: 1700 ફૂટ જગ્યા 4 B 1800 ફૂટ બાંધકામ રેડી ટુ મુવ ડુપ્લેક્ષ (નીચે બે બેડરૂમ માળો) 1.10 Cr. સુનીતાકા- 9426965858 — [900, 1010, 980, 1134]
classified-ad: હેલ્પર બ્યુટીશીયન છોકરીઓ જોઈએ, 6 મહિના જોબ અનુભવ જરૂરી, મકરપુરા રોડ/ ફતેગંજ રોડ. 9408919573 — [259, 875, 404, 940]
subsection-label: વેચવાનું છે — [915, 621, 966, 639]
subsection-label: કોમ્પ્યુટર — [274, 472, 390, 490]
subsection-label: ડ્રાઈવર — [274, 1162, 390, 1181]
display-ad-phone: 9586888760 — [584, 845, 700, 864]
registration-dot — [669, 1903, 682, 1915]
classified-ad: બિલમાં 18 મીટરના રોડ ઉપરની સોસાયટીમાં પ્લોટ વેચાણથી આપવાનો છે. 9427343124 — [1134, 577, 1273, 627]
classified-ad: For Sale Flat 2 B H K First Floor Opp GMERS Hospital Gotri Road M. 98252 54891, 76000 85783 — [1284, 1401, 1423, 1481]
classified-ad: સંગમ છત્રીન ભાવે લેટેસ્ટ નવો ડુપ્લેક્ષ ફુલ પાર્કિંગ વેચવાનો 9898116475 — [576, 266, 708, 316]
classified-ad: લગ્ન વિષયક ગુજરાતી લે. પટેલ યુવક વર્ષ 27, હાલ ઓસ્ટ્રેલિયા કાયમી ગવર્નમેન્ટ નોકરી કરતા યુવક માટે ઉચ્ચ અભ્યાસ કરેલ ઉચ્ચ જ્ઞાતિની યુવતીઓના વાલીઓએ સંપર્ક કરવો. 9824561947 — [415, 314, 565, 423]
ad-column — [895, 215, 986, 2445]
classified-ad: ઈન્ડસ્ટ્રીયલ ઓપન પ્લોટ આપવાનો છે 2000 Sq. Ft. કુંભ હિલ્સ, ઈન્ડસ્ટ્રીયલ એસ્ટેટ GSFC ની સામે છાણી. 9998238111 — [719, 341, 889, 406]
classified-ad: 2 B H K ફર્નિશ સેમી ફર્નિશ ફ્લેટ ડુપ્લેક્ષ ભાડેથી જોઈએ ફેમિલી કારેલીબાગ, સમા સાવલી રોડ, હરણી, અમિતનગર મો. 9824245913 — [576, 555, 708, 649]
ad-column — [714, 215, 895, 1878]
classified-ad: મકરપુરા Gidc માં વેલ્ડરની જરૂર છે. 9825252760 — [259, 604, 404, 640]
classified-ad: જૈન યુવક 1985 BBA MBA માટે યોગ્ય પાત્ર આવકાર્ય. 8980655566 — [415, 240, 565, 290]
classifieds-masthead — [39, 105, 1330, 211]
registration-dot — [687, 1903, 700, 1915]
subsection-label: વડસર — [1149, 1009, 1259, 1027]
classified-ad: Required Male Field Executive- For a Real Estate Office- Oldpadra Road- 20000 Salary+ Incentive (No Target) 9773076392 — [44, 1440, 248, 1505]
subsection-label: ભાડે આપવાનું છે — [734, 730, 875, 749]
classified-ad: બાજવાડા વાઘુદેવતાના ખાંચામાં કોર્ડર ત્રીજે માળે વેચવાનો છે. (મો) 9725026893 — [415, 644, 565, 694]
classified-ad: વેચવા કલમ રોડ પર નવા પ્રોજેક્ટમાં ફુલી ફર્નિશ્ડ ડુપ્લેક્ષ વેચાણ Plot 950 sq ft & Construction 1600 sq ft Price 1.18 Cr only Call 9825066198 HDFC/ BOB Home Loan 7984464628. — [991, 215, 1124, 339]
display-ad-extra: www.bandhanmarry.com — [423, 576, 557, 588]
classified-ad: અલકાપુરીમાં ઓફિસ 1200 ફૂટ, ફુલી ફર્નિશ્ડ ભાડે આપવાની છે. 9913698498 દલાલ માફ — [900, 502, 980, 596]
classified-ad: સમા સાવલીના નવા development એરિયા નવા પ્રોજેક્ટમાં ડુપ્લેક્ષ બંગલો વેચાણ Plot 2000 sq ft & Construction 2350 sq ft Price 2.20 Cr Call 9825066198. HDFC/ BOB Home Loan 7984464628. — [576, 1582, 708, 1720]
classified-ad: દુકાન વેચવાની છે. કૈલાસ કોમ્પ્લેક્ષ- ગ્રાઉન્ડ ફ્લોર શોપ નં. 1 અને 2 ફુલ 630 ચો. ફૂટ સુરેશ ભજીયાની ગલીમાં, હાઈટેન્શન રોડ, સુરજનગર પાસે, સુભાનપુરા. સંપર્ક: 9687685131 — [719, 1092, 889, 1172]
registration-dot — [74, 1903, 87, 1915]
classified-ad: Urgent Sale- 4 B H K Penthouse at Prime & Peaceful Location- Suvernapuri Society, Alkapuri, Vadodara- 07 at 3rd Floor, Aprx 2800 Sq. Ft. Builtup+ 800 Sq. Ft. Private Terrace. Call- +91 8866020308 (11 am- 6 pm) Email: specialitybrd@gmail.com — [719, 1394, 889, 1547]
classified-ad: Duplex for Sale 2 B H K with plot 1608 builtup 1900 with solar near Gotri Vasna Road mobile 9427603474 — [1433, 990, 1507, 1129]
classified-ad: Looking for an extra income of 50,000 Working Professionals, Retired Individuals, Male & Female, Flexible Working Hours. 9998484909. — [44, 900, 248, 980]
ad-column — [254, 215, 410, 1878]
display-ad-title: 3BHK પ્રીમીયમ ફ્લેટો — [1302, 1113, 1404, 1145]
classified-ad: સંગમ પાસે 2 BHK સેમી ફર્નિશ્ડ ફ્લેટ ગ્રાઉન્ડ ફ્લોર 9429731275 — [415, 1659, 565, 1710]
subsection-label: ટેકનીકલ — [274, 583, 390, 601]
classified-ad: Resale 3 B h k furnished flat for sell 980 sq ft Carpet area at karelibaugh Aum Akshar Realty 9904690707 — [415, 1376, 565, 1456]
subsection-label: વીઆઈપીરોડ — [590, 1034, 693, 1053]
classified-ad: ભાયલી 24 B રીંગ રોડ નજીક લિફ્ટ પ્રોવિઝન સાથેનો આધુનિક 4 B H K વિલા વેચવાનો છે. 2300 Sq. ft પ્લોટ, 3100 Sq. ft કન્સ્ટ્રકશન. કિંમત Rs. 2.30 કરોડ. સંપર્ક: 6357000644 — [991, 702, 1124, 811]
ad-column — [39, 215, 254, 1878]
classified-ad: ભાયલી ફાટક પાસે 3 B H K સેમી ફર્નિશ્ડ ફ્લેટ 26 લાખ તાત્કાલિક વેચવાનો છે મહાલક્ષ્મી 9426370421 — [1134, 757, 1273, 822]
classified-ad: BE Civil વડોદરા સ્થિત વૈષ્ણવ વણિક યુવક ઓક્ટોબર 1999, 6' સારી આવક ધરાવતા માટે શિક્ષિત યુવતીનો બાયોડેટા આવકાર્ય છે મો 7600251960 — [259, 1690, 404, 1770]
registration-dot — [1194, 1903, 1207, 1915]
classified-ad: ઓફિસ ભાડે આપવાની છે અકોટા દાંડપાળી સર્કલ પાસે નવું બંધાયેલ Complex R cube માં બીજા માળે 363 સ્કે. ફૂટની ફુલ્લી ફર્નિશ્ડ, AC, કાર પાર્કિંગ સાથે. મોબાઈલ- 9825045707 — [1134, 240, 1273, 349]
classified-ad: મકાન, પ્લોટ, દુકાન વેચવા જોઈએ. 2 કરોડ બજેટ. IDEAL. 9824476075 — [1284, 1030, 1423, 1081]
classified-ad: લગ્ન વિષયક અમેરિકન સીટીઝન યુવક ઉંમર 38 વર્ષ, ઉંચ્ચ હાઈટ ઉચ્ચ પગાર પટેલ યુવક માટે યુવતીઓના વાલીઓ સંપર્ક- 9725956772 — [415, 423, 565, 503]
classified-ad: 16, વેનીશ બંગલો, ન્યુ VIP રોડ, ઉમિયાટ પાસે ફ્લેટ ઉપરાંત, તાત્કાલિક વેચવાનું છે. 91 લાખ નેગોશિયેબલ. મો. 9898270125 — [576, 1077, 708, 1157]
subsection-label: એકાઉન્ટ — [59, 243, 234, 261]
classified-ad: 2 B H K Flat with all modern amenities at Sunpharma road in only 42 lac. 8140798520 — [1134, 627, 1273, 692]
subsection-label: સુભાનપુરા — [734, 1049, 875, 1068]
brand-logo: ગુજરાત સમાચાર — [666, 105, 781, 127]
subsection-label: ઓફિસસ્ટાફ — [59, 376, 234, 395]
classified-ad: ફાસ્ટફૂડમાં કામ કરી શકે તેવા છોકરા-છોકરીઓની જરૂર છે પગાર 12,000/-થી 25,000/- Burger Bomb, OP Road. 7779074762 — [44, 800, 248, 865]
classified-ad: 2 B H K ફ્લેટ વેચવાનો છે. પહેલા માળે, પાર્કિંગની સુવિધા સાથે. બ્રાઈટ C B S E સ્કૂલ પાસે, હરણી- સમા રોડ. 7211182220 — [576, 695, 708, 775]
classified-ad: 2 BHK ફ્લેટ વેચવાનો છે. ફિક્સ ફર્નિચર, લિફ્ટ પાર્કિંગની સુવિધા સાથે જેતલપુર બિલ્ડીંગ ચાર રસ્તા પાસે. 8866668624. — [415, 883, 565, 948]
classified-ad: ફ્લેટ વેચવાનો છે સારી કન્ડીશનમાં 1 ફ્લેટ પહેલો મીજ માળે ફલ સ્પોર્ટ એપાર્ટમેન્ટ ન્યુ સમા રોડ સંપર્ક 0265-2760180 — [576, 1720, 708, 1800]
villa-ad-phone: 8980898942 — [1293, 1373, 1413, 1390]
display-ad-box — [722, 411, 887, 556]
